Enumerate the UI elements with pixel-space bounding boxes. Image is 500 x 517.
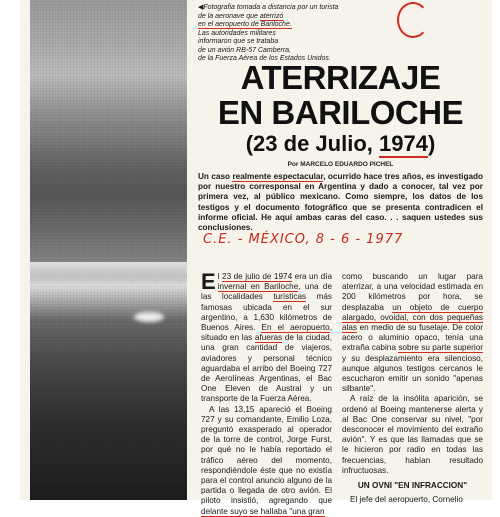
handwritten-circle-mark <box>397 2 429 38</box>
underlined-text: un objeto de cuerpo alargado, ovoidal, con dos pequeñas alas <box>342 302 484 333</box>
body-text: de la ciudad, una gran cantidad de viajeros, aviadores y personal técnico aguardaba el arribo del Boeing 727 de Aerolíneas Argentinas, el Bac One Eleven de Austral y un transporte de la Fuerza Aérea. <box>201 333 332 404</box>
underlined-text: En el aeropuerto <box>261 323 330 333</box>
headline-date <box>198 131 483 157</box>
caption-underlined: en el aeropuerto de Bariloche. <box>198 21 292 28</box>
underlined-text: 23 de julio de 1974 <box>222 272 293 281</box>
body-text: era un día <box>292 272 332 281</box>
underlined-text: invernal en Bariloche <box>217 282 299 292</box>
intro-text: , ocurrido hace tres años, es investigado por nuestro corresponsal en Argentina y dado a conocer, tal vez por primera vez, al público mexicano. Como siempre, los datos de los testigos y el documento fotográfico que se presenta contradicen el informe oficial. He aquí ambas caras del caso. . . saquen ustedes sus conclusiones. <box>198 172 484 233</box>
body-text: l <box>217 272 223 281</box>
underlined-text: turísticas <box>273 292 307 302</box>
caption-line: de un avión RB-57 Camberra, <box>198 46 291 54</box>
caption-underlined: aterrizó <box>259 12 284 20</box>
caption-line: Fotografia tomada a distancia por un turista <box>203 4 339 11</box>
photo-grain <box>30 0 187 500</box>
intro-paragraph <box>198 172 483 233</box>
body-text: como buscando un lugar para aterrizar, a una velocidad estimada en 200 kilómetros por hora, se desplazaba <box>342 272 483 312</box>
photo-object <box>134 312 164 322</box>
article-column-1 <box>201 269 333 517</box>
caption-line: de la Fuerza Aérea de los Estados Unidos. <box>198 55 331 62</box>
handwritten-note: C.E. - MÉXICO, 8 - 6 - 1977 <box>203 232 404 247</box>
intro-text: Un caso <box>198 172 233 181</box>
byline: Por MARCELO EDUARDO PICHEL <box>287 161 394 168</box>
scan-margin <box>0 0 20 500</box>
photo-caption: ◀Fotografia tomada a distancia por un turista de la aeronave que aterrizó en el aeropuerto de Bariloche. Las autoridades militares informaron que se trataba de un avión RB-57 Camberra, de la Fuerza Aérea de los Estados Unidos. <box>198 4 348 64</box>
body-text: en medio de su fuselaje. De color acero o aluminio opaco, tenía una extraña cabina <box>342 323 483 353</box>
caption-line: de la aeronave que <box>198 12 260 20</box>
headline-date-close: ) <box>427 131 436 156</box>
ufo-photograph <box>30 0 187 500</box>
article-column-2 <box>342 272 483 505</box>
photo-horizon-band <box>30 262 187 292</box>
body-paragraph: El jefe del aeropuerto, Cornelio <box>350 495 463 505</box>
body-text: , una de las localidades <box>201 282 332 302</box>
caption-line: Las autoridades militares <box>198 29 276 37</box>
underlined-text: afueras <box>254 333 283 343</box>
headline-date-text: (23 de Julio, <box>245 131 379 156</box>
section-subhead: UN OVNI "EN INFRACCION" <box>357 481 468 491</box>
headline-line-2: EN BARILOCHE <box>217 94 464 131</box>
intro-underlined: realmente espectacular <box>232 172 324 181</box>
body-text: , situado en las <box>201 323 332 343</box>
headline-line-1: ATERRIZAJE <box>240 59 441 96</box>
caption-line: informaron que se trataba <box>198 38 279 45</box>
underlined-text: delante suyo se hallaba "una gran <box>201 506 325 516</box>
body-text: A las 13,15 apareció el Boeing 727 y su comandante, Emilio Loza, preguntó exasperado al operador de la torre de control, Jorge Furst, por qué no le había reportado el tráfico aéreo del momento, respondiéndole éste que no existía para el control anuncio alguno de la partida o llegada de otro avión. El piloto insistió, agregando que <box>201 404 332 506</box>
underlined-text: sobre su parte superior <box>398 343 483 353</box>
drop-cap: E <box>201 269 216 294</box>
article-headline <box>198 60 483 157</box>
body-text: más famosas ubicada en el sur argentino, a 1,630 kilómetros de Buenos Aires. <box>201 292 333 333</box>
headline-year: 1974 <box>378 131 428 156</box>
body-text: y su desplazamiento era silencioso, aunque algunos testigos cercanos le escucharon emitir un sonido "apenas silbante". <box>342 353 483 394</box>
body-paragraph: A raíz de la insólita aparición, se ordenó al Boeing mantenerse alerta y al Bac One conservar su nivel, "por desconocer el movimiento del extraño avión". Y es que las llamadas que se le hicieron por radio en todas las frecuencias, habían resultado infructuosas. <box>342 394 483 475</box>
